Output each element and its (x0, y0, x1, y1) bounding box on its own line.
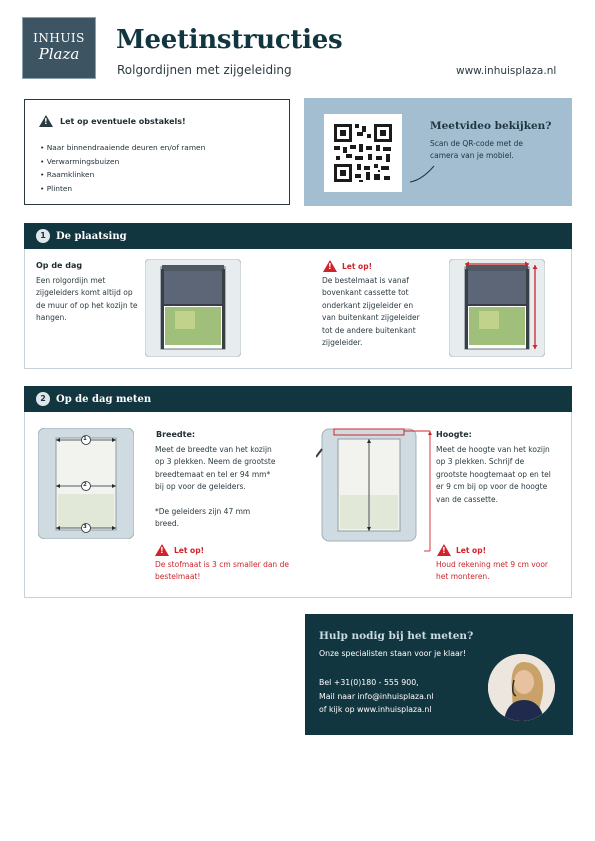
section-header (24, 386, 572, 412)
width-text: Meet de breedte van het kozijn op 3 plekken. Neem de grootste breedtemaat en tel er 94 mm* bij op voor de geleiders. (155, 445, 276, 492)
height-heading: Hoogte: (436, 430, 472, 439)
help-heading: Hulp nodig bij het meten? (319, 630, 474, 642)
section-title: Op de dag meten (56, 393, 152, 405)
height-warning-label-row (437, 544, 486, 556)
height-text: Meet de hoogte van het kozijn op 3 plekken. Schrijf de grootste hoogtemaat op en tel er 9 cm bij op voor de hoogte van de cassette. (436, 445, 551, 504)
marker-3: 3 (83, 524, 87, 530)
video-text: Scan de QR-code met de camera van je mobiel. (430, 139, 523, 160)
logo-text-bottom: Plaza (38, 45, 80, 63)
window-illustration (145, 259, 241, 357)
arrow-icon (408, 162, 438, 184)
help-contact (319, 676, 434, 717)
warning-icon: ! (323, 260, 337, 272)
on-the-day-heading: Op de dag (36, 261, 83, 270)
width-warning-label-row (155, 544, 204, 556)
width-note: *De geleiders zijn 47 mm breed. (155, 507, 251, 529)
obstacles-list (40, 141, 205, 196)
warning-icon: ! (39, 115, 53, 127)
section-header (24, 223, 572, 249)
help-phone[interactable]: Bel +31(0)180 - 555 900, (319, 678, 419, 687)
width-warning-text: De stofmaat is 3 cm smaller dan de bestelmaat! (155, 560, 289, 582)
on-the-day-text: Een rolgordijn met zijgeleiders komt altijd op de muur of op het kozijn te hangen. (36, 276, 138, 323)
height-warning-text: Houd rekening met 9 cm voor het monteren. (436, 560, 548, 582)
video-box (304, 98, 572, 206)
height-illustration (316, 425, 416, 543)
avatar (488, 654, 555, 721)
placement-warning-label-row (323, 260, 372, 272)
page-subtitle: Rolgordijnen met zijgeleiding (117, 63, 292, 77)
window-illustration-measure (449, 259, 545, 357)
brand-logo[interactable] (22, 17, 96, 79)
list-item: • Plinten (40, 182, 205, 196)
warning-icon: ! (437, 544, 451, 556)
section-measure (24, 386, 572, 598)
width-illustration (38, 428, 134, 539)
section-placement (24, 223, 572, 369)
qr-code[interactable] (324, 114, 402, 192)
marker-2: 2 (83, 482, 87, 488)
marker-1: 1 (83, 436, 87, 442)
width-warning-label: Let op! (174, 545, 205, 555)
placement-warning-text: De bestelmaat is vanaf bovenkant cassette tot onderkant zijgeleider en van buitenkant zijgeleider tot de andere buitenkant zijgeleider. (322, 276, 420, 348)
website-link[interactable]: www.inhuisplaza.nl (456, 65, 557, 77)
video-heading: Meetvideo bekijken? (430, 120, 552, 132)
obstacles-box (24, 99, 290, 205)
list-item: • Verwarmingsbuizen (40, 155, 205, 169)
help-mail[interactable]: Mail naar info@inhuisplaza.nl (319, 691, 434, 701)
help-web[interactable]: of kijk op www.inhuisplaza.nl (319, 705, 432, 714)
placement-warning-label: Let op! (342, 261, 373, 271)
section-number: 1 (36, 229, 50, 243)
page-title: Meetinstructies (116, 25, 343, 55)
obstacles-heading-row (39, 115, 186, 127)
help-subheading: Onze specialisten staan voor je klaar! (319, 649, 467, 658)
section-title: De plaatsing (56, 230, 127, 242)
obstacles-heading: Let op eventuele obstakels! (60, 116, 186, 126)
width-heading: Breedte: (156, 430, 196, 439)
help-box (305, 614, 573, 735)
list-item: • Naar binnendraaiende deuren en/of ramen (40, 141, 205, 155)
height-warning-label: Let op! (456, 545, 487, 555)
logo-text-top: INHUIS (33, 31, 85, 45)
list-item: • Raamklinken (40, 168, 205, 182)
warning-icon: ! (155, 544, 169, 556)
section-number: 2 (36, 392, 50, 406)
